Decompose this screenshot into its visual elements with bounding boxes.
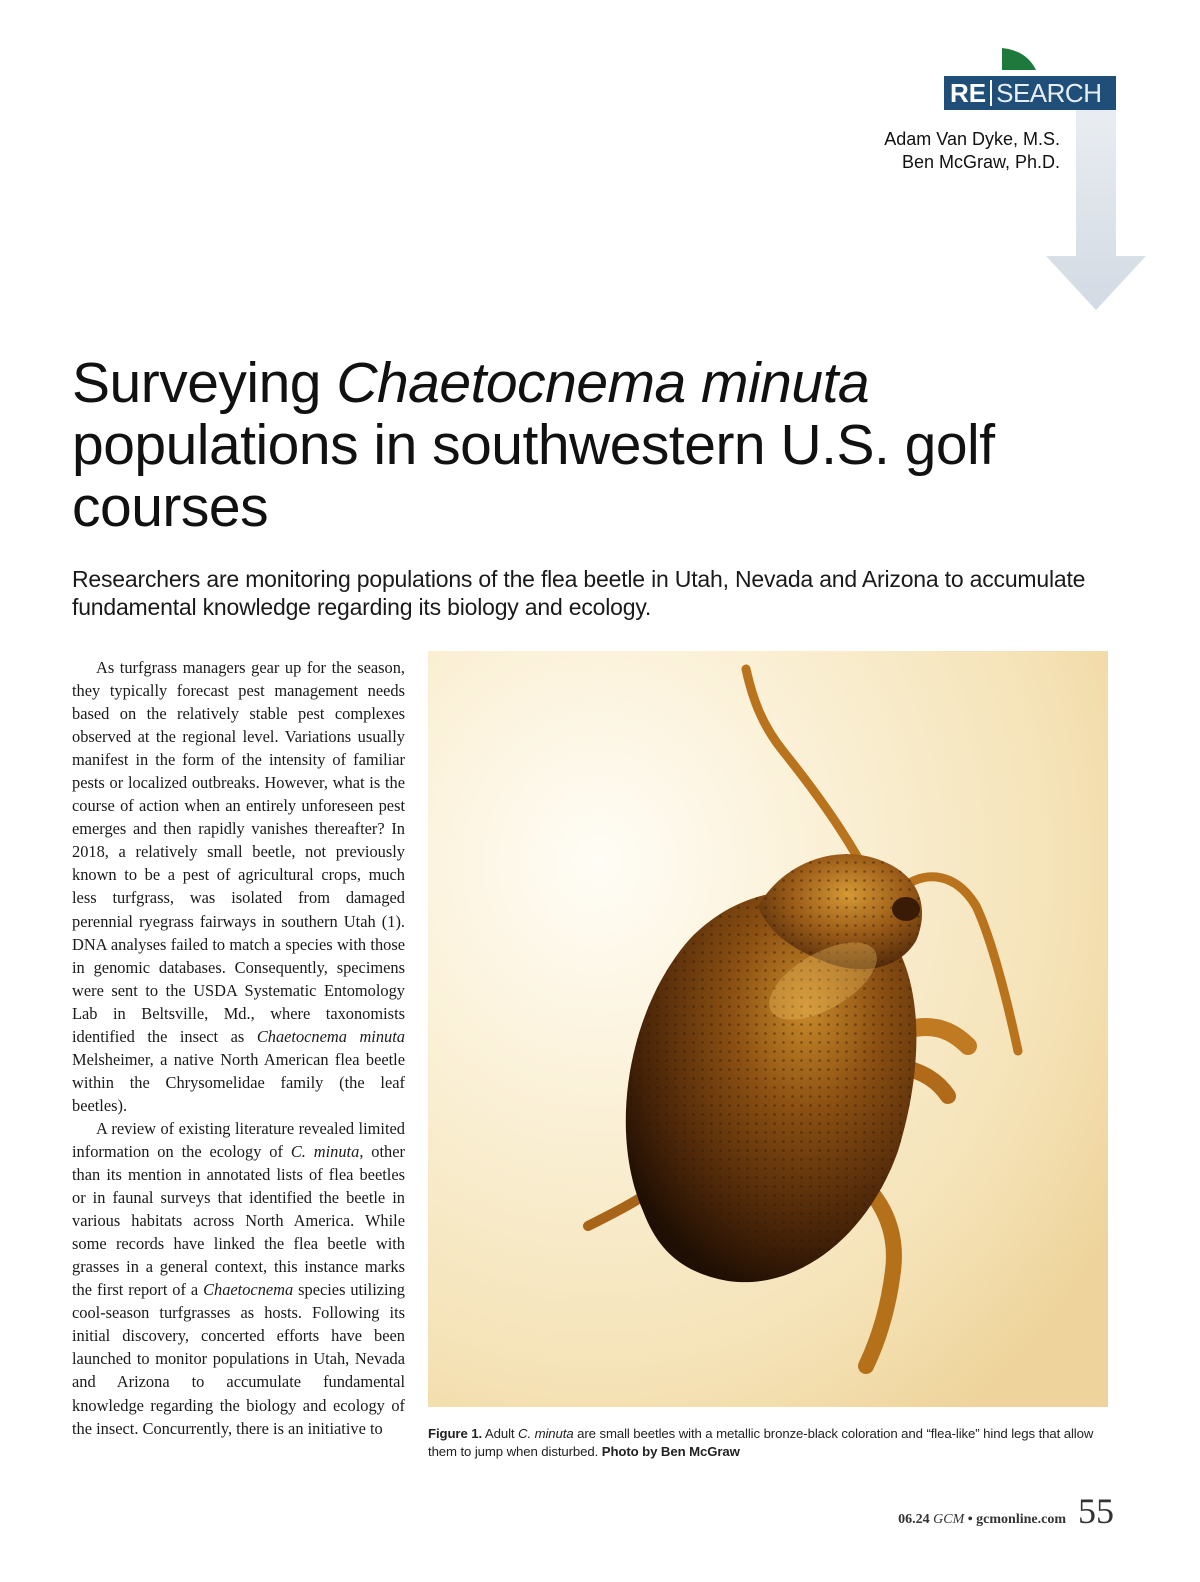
footer-issue: 06.24 GCM • gcmonline.com <box>898 1512 1066 1527</box>
figure-caption: Figure 1. Adult C. minuta are small beetles with a metallic bronze-black coloration and “flea-like” hind legs that allow them to jump when disturbed. Photo by Ben McGraw <box>428 1426 1094 1459</box>
title-italic: Chaetocnema minuta <box>336 351 870 415</box>
paragraph-2: A review of existing literature revealed limited information on the ecology of C. minuta, other than its mention in annotated lists of flea beetles or in faunal surveys that identified the beetle in various habitats across North America. While some records have linked the flea beetle with grasses in a general context, this instance marks the first report of a Chaetocnema species utilizing cool-season turfgrasses as hosts. Following its initial discovery, concerted efforts have been launched to monitor populations in Utah, Nevada and Arizona to accumulate fundamental knowledge regarding the biology and ecology of the insect. Concurrently, there is an initiative to <box>72 1118 405 1438</box>
paragraph-1: As turfgrass managers gear up for the season, they typically forecast pest management needs based on the relatively stable pest complexes observed at the regional level. Variations usually manifest in the form of the intensity of familiar pests or localized outbreaks. However, what is the course of action when an entirely unforeseen pest emerges and then rapidly vanishes thereafter? In 2018, a relatively small beetle, not previously known to be a pest of agricultural crops, much less turfgrass, was isolated from damaged perennial ryegrass fairways in southern Utah (1). DNA analyses failed to match a species with those in genomic databases. Consequently, specimens were sent to the USDA Systematic Entomology Lab in Beltsville, Md., where taxonomists identified the insect as Chaetocnema minuta Melsheimer, a native North American flea beetle within the Chrysomelidae family (the leaf beetles). <box>72 658 405 1115</box>
page-footer <box>898 1490 1114 1532</box>
photo-credit: Photo by Ben McGraw <box>601 1444 740 1459</box>
research-badge <box>944 46 1148 312</box>
figure-label: Figure 1. <box>428 1426 483 1441</box>
author-2: Ben McGraw, Ph.D. <box>901 152 1060 172</box>
research-label <box>944 76 1116 110</box>
authors <box>884 128 1060 174</box>
badge-re: RE <box>950 77 987 108</box>
title-part-2: populations in southwestern U.S. golf courses <box>72 413 995 539</box>
body-text-column <box>72 656 405 1440</box>
article-subtitle: Researchers are monitoring populations of the flea beetle in Utah, Nevada and Arizona to accumulate fundamental knowledge regarding its biology and ecology. <box>72 566 1086 620</box>
article-title <box>72 352 1132 538</box>
author-1: Adam Van Dyke, M.S. <box>884 129 1060 149</box>
page-number: 55 <box>1078 1491 1114 1531</box>
title-part-1: Surveying <box>72 351 337 415</box>
badge-divider <box>990 80 992 106</box>
badge-search: SEARCH <box>996 77 1102 108</box>
beetle-photo <box>428 651 1108 1407</box>
leaf-icon <box>1002 48 1036 70</box>
